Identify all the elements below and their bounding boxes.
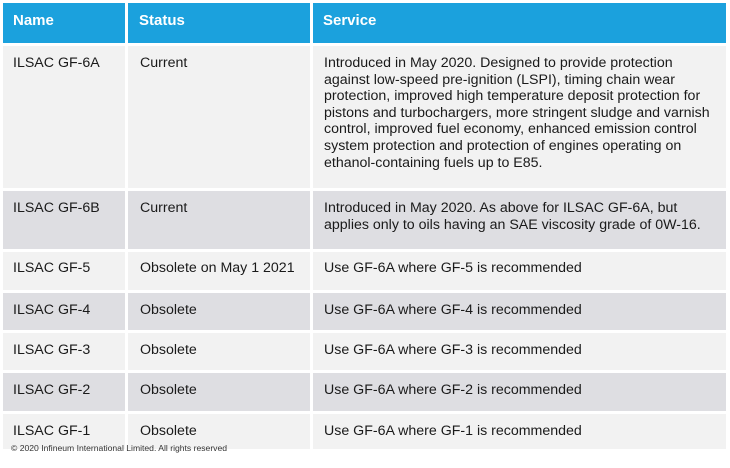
header-service: Service [313,3,726,43]
cell-status: Obsolete on May 1 2021 [128,252,310,290]
cell-name: ILSAC GF-4 [3,293,125,330]
cell-name: ILSAC GF-6A [3,46,125,188]
cell-name: ILSAC GF-6B [3,191,125,249]
cell-name: ILSAC GF-5 [3,252,125,290]
ilsac-table [3,3,726,449]
cell-name: ILSAC GF-3 [3,333,125,370]
cell-status: Obsolete [128,333,310,370]
cell-name: ILSAC GF-2 [3,373,125,411]
cell-status: Obsolete [128,293,310,330]
cell-status: Current [128,46,310,188]
cell-service: Use GF-6A where GF-1 is recommended [313,414,726,449]
cell-name: ILSAC GF-1 [3,414,125,449]
cell-service: Use GF-6A where GF-2 is recommended [313,373,726,411]
cell-status: Obsolete [128,373,310,411]
cell-status: Current [128,191,310,249]
cell-service: Introduced in May 2020. As above for ILSAC GF-6A, but applies only to oils having an SAE viscosity grade of 0W-16. [313,191,726,249]
cell-status: Obsolete [128,414,310,449]
cell-service: Use GF-6A where GF-5 is recommended [313,252,726,290]
header-name: Name [3,3,125,43]
cell-service: Use GF-6A where GF-4 is recommended [313,293,726,330]
cell-service: Use GF-6A where GF-3 is recommended [313,333,726,370]
copyright-footer: © 2020 Infineum International Limited. All rights reserved [11,443,228,453]
cell-service: Introduced in May 2020. Designed to provide protection against low-speed pre-ignition (LSPI), timing chain wear protection, improved high temperature deposit protection for pistons and turbochargers, more stringent sludge and varnish control, improved fuel economy, enhanced emission control system protection and protection of engines operating on ethanol-containing fuels up to E85. [313,46,726,188]
header-status: Status [128,3,310,43]
